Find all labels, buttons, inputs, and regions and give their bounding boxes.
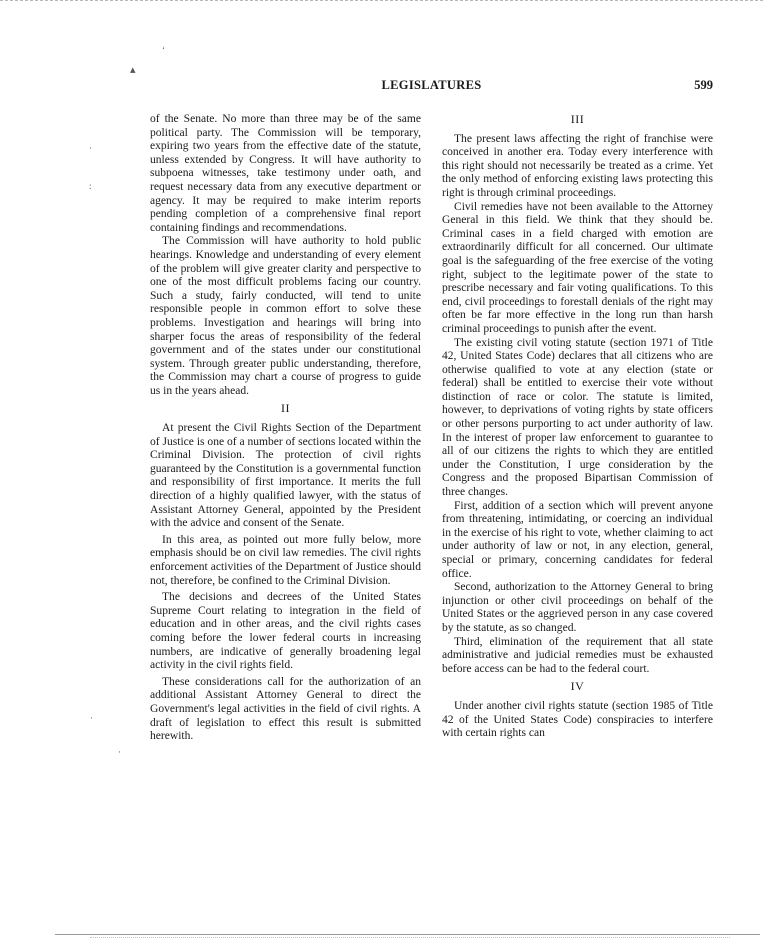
paragraph: At present the Civil Rights Section of the Department of Justice is one of a number of sections located within the Criminal Division. The protection of civil rights guaranteed by the Constitution is a governmental function and responsibility of first importance. It merits the full direction of a highly qualified lawyer, with the status of Assistant Attorney General, appointed by the President with the advice and consent of the Senate. (150, 422, 421, 530)
paragraph: of the Senate. No more than three may be of the same political party. The Commission will be temporary, expiring two years from the effective date of the statute, unless extended by Congress. It will have authority to subpoena witnesses, take testimony under oath, and request necessary data from any executive department or agency. It may be required to make interim reports pending completion of a comprehensive final report containing findings and recommendations. (150, 113, 421, 234)
running-head: LEGISLATURES (381, 78, 482, 92)
paragraph: Under another civil rights statute (section 1985 of Title 42 of the United States Code) conspiracies to interfere with certain rights can (442, 699, 713, 740)
page-number: 599 (694, 78, 713, 92)
paragraph: Third, elimination of the requirement that all state administrative and judicial remedies must be exhausted before access can be had to the federal court. (442, 635, 713, 675)
scan-speck: · (89, 143, 92, 153)
paragraph: The existing civil voting statute (section 1971 of Title 42, United States Code) declares that all citizens who are otherwise qualified to vote at any election (state or federal) shall be entitled to exercise their vote without distinction of race or color. The statute is limited, however, to deprivations of voting rights by state officers or other persons purporting to act under authority of law. In the interest of proper law enforcement to guarantee to all of our citizens the rights to which they are entitled under the Constitution, I urge consideration by the Congress and the proposed Bipartisan Commission of three changes. (442, 336, 713, 499)
scan-speck: ▴ (130, 64, 136, 76)
bottom-scan-border (55, 934, 760, 935)
left-column (150, 113, 421, 744)
scan-speck: · (90, 713, 93, 723)
paragraph: In this area, as pointed out more fully below, more emphasis should be on civil law remedies. The civil rights enforcement activities of the Department of Justice should not, therefore, be confined to the Criminal Division. (150, 533, 421, 587)
paragraph: The decisions and decrees of the United States Supreme Court relating to integration in the field of education and in other areas, and the civil rights cases coming before the lower federal courts in increasing numbers, are indicative of generally broadening legal activity in the civil rights field. (150, 591, 421, 672)
section-heading-iv: IV (570, 679, 585, 694)
right-column (442, 113, 713, 741)
scan-speck: · (118, 747, 121, 757)
section-heading-ii: II (281, 401, 290, 416)
page-header (150, 78, 713, 96)
paragraph: The present laws affecting the right of franchise were conceived in another era. Today every interference with this right should not necessarily be treated as a crime. Yet the only method of enforcing existing laws protecting this right is through criminal proceedings. (442, 132, 713, 199)
paragraph: First, addition of a section which will prevent anyone from threatening, intimidating, or coercing an individual in the exercise of his right to vote, whether claiming to act under authority of law or not, in any election, general, special or primary, concerning candidates for federal office. (442, 499, 713, 580)
paragraph: The Commission will have authority to hold public hearings. Knowledge and understanding of every element of the problem will give greater clarity and perspective to one of the most difficult problems facing our country. Such a study, fairly conducted, will tend to unite responsible people in common effort to solve these problems. Investigation and hearings will bring into sharper focus the areas of responsibility of the federal government and of the states under our constitutional system. Through greater public understanding, therefore, the Commission may chart a course of progress to guide us in the years ahead. (150, 235, 421, 397)
section-heading-iii: III (570, 112, 585, 126)
paragraph: These considerations call for the authorization of an additional Assistant Attorney General to direct the Government's legal activities in the field of civil rights. A draft of legislation to effect this result is submitted herewith. (150, 675, 421, 743)
bottom-scan-border (90, 937, 730, 938)
top-scan-border (0, 0, 763, 4)
scan-speck: : (89, 181, 92, 191)
paragraph: Second, authorization to the Attorney General to bring injunction or other civil proceedings on behalf of the United States or the aggrieved person in any case covered by the statute, as so changed. (442, 581, 713, 634)
scan-speck: ʻ (162, 45, 165, 55)
paragraph: Civil remedies have not been available to the Attorney General in this field. We think that they should be. Criminal cases in a field charged with emotion are extraordinarily difficult for all concerned. Our ultimate goal is the safeguarding of the free exercise of the voting right, subject to the legitimate power of the state to prescribe necessary and fair voting qualifications. To this end, civil proceedings to forestall denials of the right may often be far more effective in the long run than harsh criminal proceedings to punish after the event. (442, 200, 713, 335)
